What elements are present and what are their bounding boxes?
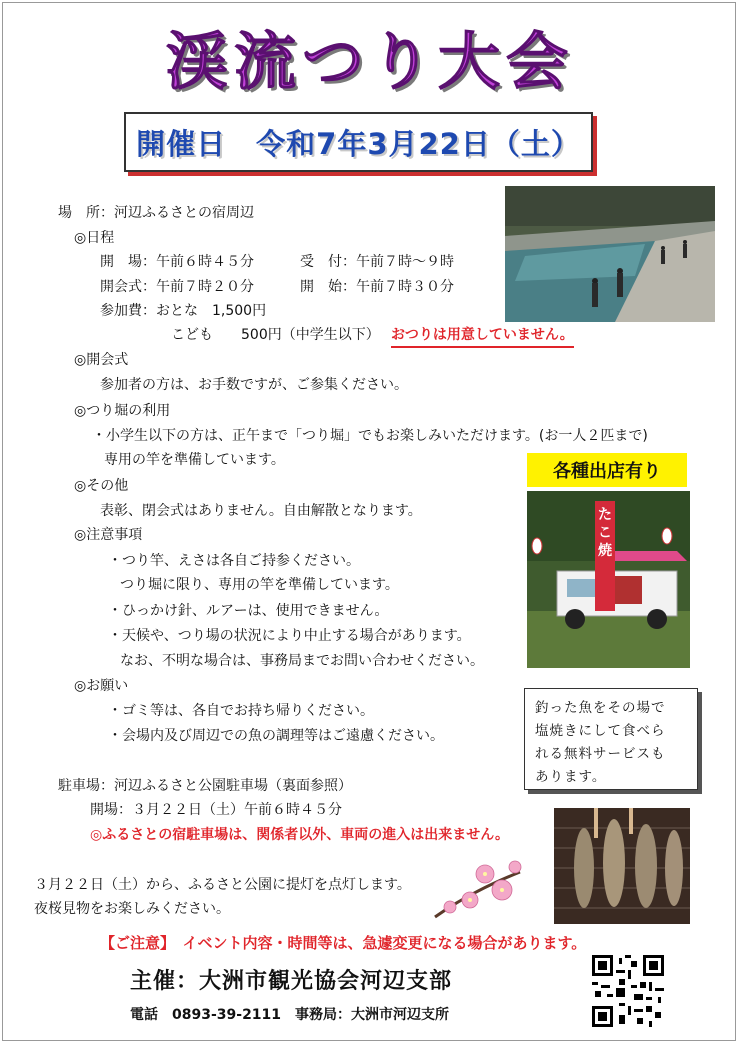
grill-note-line: 塩焼きにして食べら [535,723,666,739]
lantern-line1: ３月２２日（土）から、ふるさと公園に提灯を点灯します。 [34,877,411,893]
grill-note-line: 釣った魚をその場で [535,700,666,716]
food-stall-photo [527,491,690,668]
qr-code [592,955,664,1027]
cautions-heading: ◎注意事項 [74,527,143,543]
host: 主催：大洲市観光協会河辺支部 [130,969,453,994]
grill-note-line: れる無料サービスも [535,746,666,762]
other-heading: ◎その他 [74,478,129,494]
caution-item: つり堀に限り、専用の竿を準備しています。 [120,577,399,593]
caution-item: ・つり竿、えさは各自ご持参ください。 [108,553,360,569]
request-item: ・ゴミ等は、各自でお持ち帰りください。 [108,703,374,719]
stall-sign-char: た [598,507,612,523]
opening-text: 参加者の方は、お手数ですが、ご参集ください。 [100,377,408,393]
schedule-heading: ◎日程 [74,230,115,246]
stall-sign-char: 焼 [598,543,612,559]
grilled-fish-photo [554,808,690,924]
caution-item: なお、不明な場合は、事務局までお問い合わせください。 [120,653,484,669]
schedule-reception: 受 付：午前７時～９時 [300,254,454,270]
grill-note-box [524,688,698,790]
schedule-open: 開 場：午前６時４５分 [100,254,254,270]
caution-item: ・ひっかけ針、ルアーは、使用できません。 [108,603,389,619]
parking-warning: ◎ふるさとの宿駐車場は、関係者以外、車両の進入は出来ません。 [90,827,510,843]
contact: 電話 0893-39-2111 事務局：大洲市河辺支所 [130,1007,450,1023]
pond-line1: ・小学生以下の方は、正午まで「つり堀」でもお楽しみいただけます。(お一人２匹まで) [92,428,648,444]
lantern-line2: 夜桜見物をお楽しみください。 [34,901,230,917]
venue: 場 所：河辺ふるさとの宿周辺 [58,205,254,221]
grill-note-line: あります。 [535,769,607,785]
date-banner: 開催日 令和7年3月22日（土） [124,112,593,172]
requests-heading: ◎お願い [74,678,129,694]
schedule-start: 開 始：午前７時３０分 [300,279,454,295]
page-title: 渓流つり大会 [165,25,574,98]
cherry-blossom-illustration [430,852,525,922]
bait-note: おつりは用意していません。 [391,326,574,348]
other-text: 表彰、閉会式はありません。自由解散となります。 [100,503,422,519]
notice: 【ご注意】 イベント内容・時間等は、急遽変更になる場合があります。 [100,934,587,952]
opening-heading: ◎開会式 [74,352,129,368]
pond-heading: ◎つり堀の利用 [74,403,171,419]
schedule-ceremony: 開会式：午前７時２０分 [100,279,254,295]
request-item: ・会場内及び周辺での魚の調理等はご遠慮ください。 [108,728,444,744]
parking-line2: 開場：３月２２日（土）午前６時４５分 [90,802,342,818]
shop-label: 各種出店有り [527,453,687,487]
fee-child: こども 500円（中学生以下） [171,327,380,343]
river-photo [505,186,715,322]
caution-item: ・天候や、つり場の状況により中止する場合があります。 [108,628,471,644]
stall-sign-char: こ [598,525,612,541]
fee-adult: 参加費：おとな 1,500円 [100,303,267,319]
parking-line1: 駐車場：河辺ふるさと公園駐車場（裏面参照） [58,778,352,794]
pond-line2: 専用の竿を準備しています。 [104,452,285,468]
